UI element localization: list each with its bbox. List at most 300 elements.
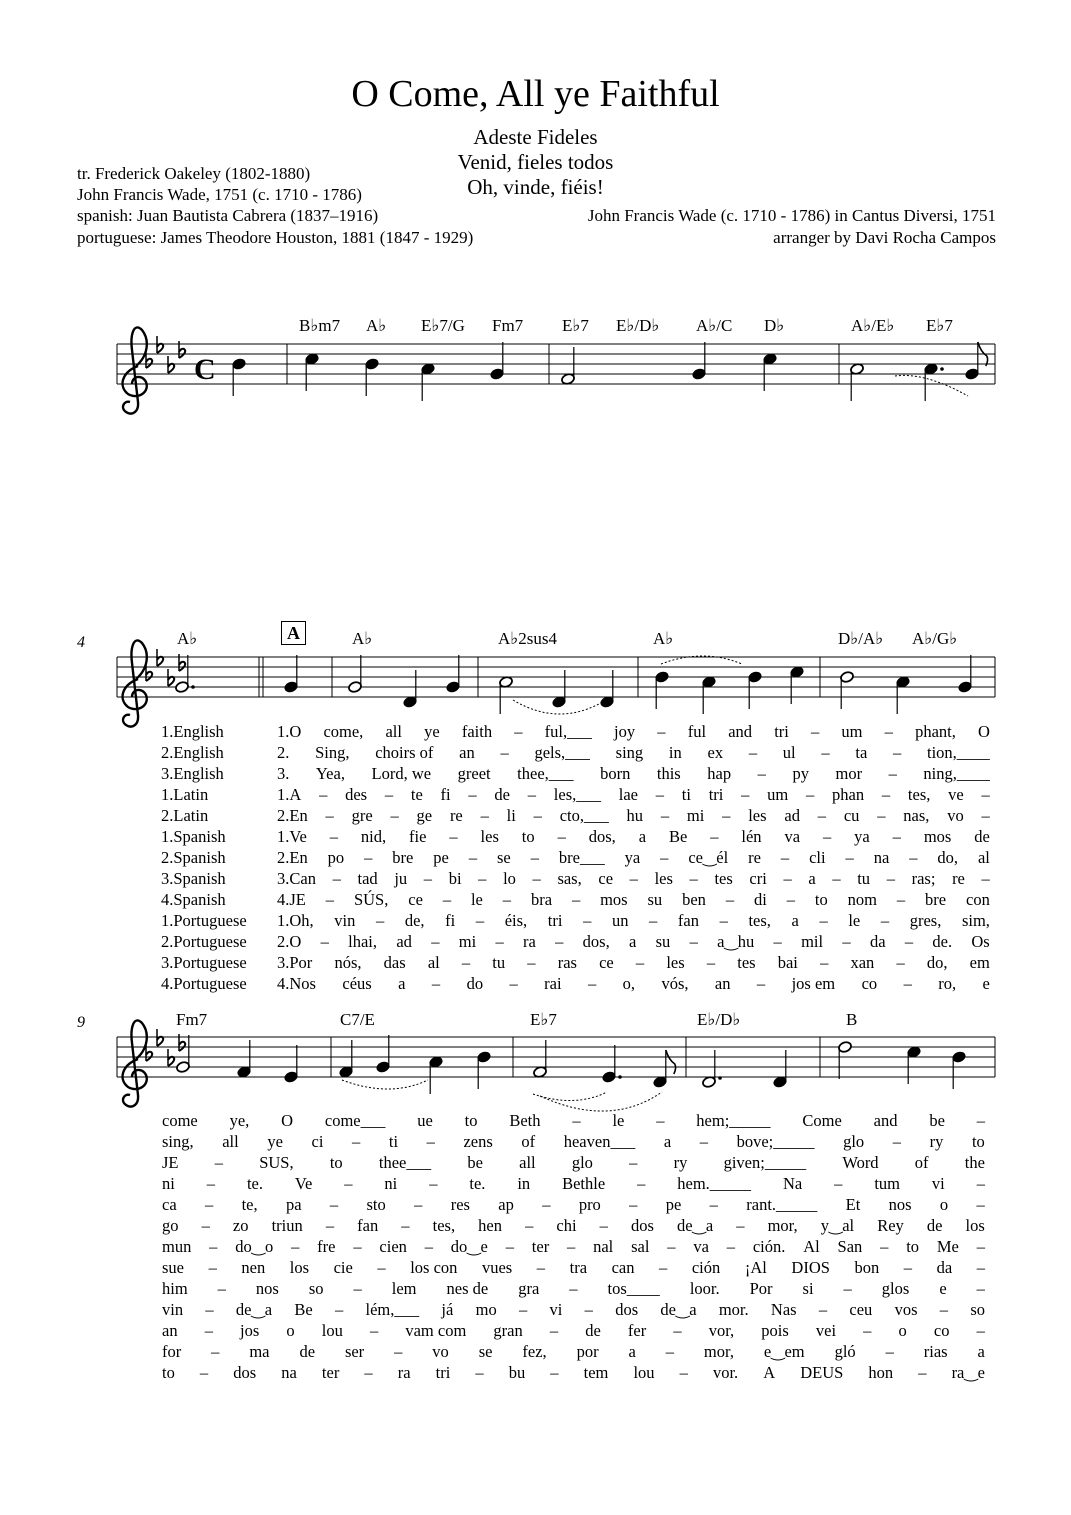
lyric-syllable: – <box>384 785 394 804</box>
lyric-syllable: – <box>475 1363 484 1382</box>
lyric-syllable: in <box>668 743 682 762</box>
lyric-syllable: an <box>459 743 475 762</box>
lyric-syllable: Sing, <box>315 743 350 762</box>
lyric-line <box>162 1300 985 1320</box>
lyric-syllable: na <box>281 1363 297 1382</box>
lyric-syllable: ul <box>782 743 796 762</box>
lyric-syllable: – <box>431 932 440 951</box>
lyric-syllable: 1.Ve <box>277 827 307 846</box>
lyric-syllable: em <box>969 953 990 972</box>
lyric-syllable: – <box>205 1300 214 1319</box>
note-head <box>838 1041 853 1054</box>
lyric-syllable: les <box>666 953 685 972</box>
lyric-syllable: SÚS, <box>353 890 389 909</box>
lyric-syllable: nal <box>593 1237 614 1256</box>
note-head <box>850 363 865 376</box>
lyric-syllable: to <box>906 1237 920 1256</box>
lyric-syllable: ye, <box>229 1111 250 1130</box>
lyric-syllable: sing, <box>162 1132 194 1151</box>
lyric-line <box>277 827 990 847</box>
lyric-syllable: – <box>976 1237 985 1256</box>
lyric-syllable: fi <box>445 911 456 930</box>
lyric-syllable: e‿em <box>763 1342 805 1361</box>
lyric-syllable: ras; <box>911 869 936 888</box>
lyric-syllable: ry <box>673 1153 688 1172</box>
lyric-syllable: vi <box>931 1174 945 1193</box>
lyric-syllable: lae <box>618 785 638 804</box>
lyric-syllable: – <box>811 722 820 741</box>
lyric-syllable: nós, <box>334 953 362 972</box>
lyric-syllable: – <box>364 848 373 867</box>
lyric-syllable: tes, <box>907 785 931 804</box>
lyric-syllable: – <box>773 932 782 951</box>
lyric-line <box>162 1132 985 1152</box>
lyric-syllable: Yea, <box>315 764 345 783</box>
lyric-syllable: vor. <box>712 1363 739 1382</box>
lyric-syllable: zens <box>463 1132 493 1151</box>
lyric-syllable: co <box>933 1321 950 1340</box>
lyric-syllable: – <box>756 974 766 993</box>
lyric-syllable: – <box>709 1195 718 1214</box>
lyric-syllable: – <box>892 827 901 846</box>
lyric-syllable: Be <box>668 827 688 846</box>
lyric-syllable: do, <box>937 848 959 867</box>
lyric-syllable: Na <box>782 1174 803 1193</box>
lyric-syllable: mil <box>801 932 824 951</box>
verse-label: 2.Spanish <box>161 848 226 867</box>
rehearsal-mark: A <box>281 621 306 645</box>
note-head <box>339 1066 354 1079</box>
lyric-syllable: – <box>431 974 441 993</box>
lyric-syllable: an <box>162 1321 178 1340</box>
lyric-syllable: te, <box>241 1195 258 1214</box>
lyric-syllable: mor <box>835 764 863 783</box>
lyric-syllable: do‿o <box>235 1237 274 1256</box>
lyric-syllable: so <box>308 1279 324 1298</box>
lyric-syllable: vues <box>481 1258 513 1277</box>
lyric-syllable: te <box>410 785 423 804</box>
lyric-syllable: mor, <box>703 1342 734 1361</box>
lyric-syllable: dos, <box>582 932 610 951</box>
lyric-syllable: Come <box>802 1111 842 1130</box>
lyric-syllable: – <box>478 869 487 888</box>
lyric-line <box>277 974 990 994</box>
lyric-syllable: – <box>845 848 854 867</box>
lyric-syllable: a <box>791 911 799 930</box>
lyric-syllable: 2.En <box>277 806 308 825</box>
lyric-syllable: tos____ <box>607 1279 660 1298</box>
lyric-syllable: gra <box>518 1279 540 1298</box>
lyric-line <box>277 722 990 742</box>
lyric-line <box>277 953 990 973</box>
lyric-syllable: do‿e <box>450 1237 488 1256</box>
lyric-syllable: gló <box>834 1342 856 1361</box>
lyric-syllable: the <box>964 1153 985 1172</box>
lyric-syllable: be <box>467 1153 483 1172</box>
treble-clef-icon <box>123 327 147 413</box>
lyric-syllable: por <box>576 1342 599 1361</box>
lyric-syllable: – <box>881 785 891 804</box>
lyric-syllable: – <box>502 890 512 909</box>
lyric-syllable: heaven___ <box>563 1132 636 1151</box>
credit-portuguese: portuguese: James Theodore Houston, 1881 (1847 - 1929) <box>77 228 474 247</box>
lyric-syllable: – <box>903 974 912 993</box>
lyric-syllable: mor, <box>767 1216 798 1235</box>
lyric-syllable: for <box>162 1342 182 1361</box>
lyric-syllable: de <box>299 1342 316 1361</box>
lyric-syllable: – <box>329 1195 339 1214</box>
lyric-syllable: se <box>478 1342 493 1361</box>
lyric-syllable: de, <box>404 911 425 930</box>
lyric-syllable: ro, <box>938 974 957 993</box>
lyric-syllable: – <box>375 911 385 930</box>
lyric-line <box>277 848 990 868</box>
lyric-syllable: um <box>841 722 863 741</box>
lyric-syllable: xan <box>850 953 875 972</box>
lyric-syllable: ti <box>388 1132 399 1151</box>
lyric-syllable: al <box>427 953 440 972</box>
lyric-syllable: – <box>689 932 698 951</box>
lyric-syllable: 4.Nos <box>277 974 316 993</box>
lyric-syllable: – <box>390 806 399 825</box>
lyric-syllable: – <box>569 1279 578 1298</box>
lyric-syllable: – <box>509 974 518 993</box>
staff-system-2 <box>117 657 995 697</box>
lyric-syllable: triun <box>271 1216 303 1235</box>
lyric-syllable: tri <box>435 1363 451 1382</box>
lyric-syllable: nid, <box>360 827 387 846</box>
lyric-syllable: o <box>939 1195 949 1214</box>
lyric-syllable: – <box>660 806 670 825</box>
lyric-syllable: – <box>505 1237 514 1256</box>
lyric-syllable: ma <box>249 1342 270 1361</box>
lyric-syllable: – <box>976 1258 985 1277</box>
lyric-syllable: – <box>689 869 698 888</box>
lyric-syllable: lhai, <box>348 932 378 951</box>
lyric-syllable: o <box>898 1321 907 1340</box>
lyric-syllable: res <box>450 1195 470 1214</box>
lyric-syllable: – <box>208 1258 217 1277</box>
note-head <box>552 696 567 709</box>
lyric-syllable: – <box>449 827 458 846</box>
lyric-syllable: SUS, <box>259 1153 294 1172</box>
measure-number: 9 <box>77 1014 85 1031</box>
lyric-syllable: phant, <box>915 722 956 741</box>
lyric-syllable: lem <box>391 1279 417 1298</box>
note-head <box>655 671 670 684</box>
lyric-syllable: de <box>974 827 990 846</box>
lyric-syllable: de <box>585 1321 601 1340</box>
lyric-syllable: – <box>353 1279 362 1298</box>
lyric-syllable: – <box>527 953 536 972</box>
lyric-syllable: – <box>542 1195 551 1214</box>
lyric-syllable: ben <box>682 890 706 909</box>
lyric-syllable: ning,____ <box>923 764 990 783</box>
lyric-syllable: – <box>976 1195 985 1214</box>
lyric-syllable: zo <box>232 1216 249 1235</box>
lyric-syllable: mi <box>458 932 477 951</box>
lyric-syllable: ce <box>599 953 614 972</box>
lyric-syllable: de‿a <box>660 1300 697 1319</box>
note-head <box>477 1051 492 1064</box>
lyric-syllable: 3. <box>277 764 290 783</box>
lyric-syllable: 2.O <box>277 932 302 951</box>
lyric-syllable: – <box>886 869 895 888</box>
lyric-syllable: loor. <box>689 1279 720 1298</box>
lyric-syllable: – <box>599 1216 608 1235</box>
lyric-syllable: co <box>861 974 878 993</box>
lyric-syllable: – <box>480 806 489 825</box>
lyric-syllable: – <box>806 785 815 804</box>
verse-label: 4.Spanish <box>161 890 226 909</box>
lyric-syllable: – <box>572 1111 581 1130</box>
lyric-syllable: po <box>327 848 345 867</box>
lyric-syllable: – <box>655 785 665 804</box>
lyric-syllable: and <box>873 1111 898 1130</box>
note-head <box>653 1076 668 1089</box>
chord-symbol: E♭7 <box>530 1010 557 1029</box>
lyric-syllable: phan <box>832 785 865 804</box>
lyric-syllable: – <box>822 827 832 846</box>
lyric-syllable: sing <box>615 743 644 762</box>
lyric-syllable: – <box>532 869 541 888</box>
augmentation-dot <box>718 1076 722 1080</box>
lyric-syllable: su <box>647 890 663 909</box>
lyric-syllable: 2. <box>277 743 290 762</box>
note-head <box>907 1046 922 1059</box>
lyric-syllable: – <box>500 743 509 762</box>
lyric-syllable: ras <box>557 953 577 972</box>
lyric-syllable: cli <box>809 848 826 867</box>
lyric-syllable: – <box>843 1279 852 1298</box>
lyric-syllable: – <box>710 827 719 846</box>
lyric-syllable: to <box>162 1363 175 1382</box>
lyric-syllable: tu <box>492 953 506 972</box>
chord-symbol: A♭ <box>653 629 674 648</box>
lyric-syllable: – <box>736 1216 745 1235</box>
lyric-syllable: vós, <box>661 974 689 993</box>
lyric-syllable: cien <box>379 1237 407 1256</box>
lyric-syllable: a <box>398 974 406 993</box>
lyric-line <box>277 911 990 931</box>
lyric-syllable: him <box>162 1279 188 1298</box>
lyric-syllable: ra <box>397 1363 411 1382</box>
lyric-syllable: – <box>475 911 485 930</box>
lyric-syllable: vam com <box>405 1321 467 1340</box>
lyric-syllable: vei <box>815 1321 837 1340</box>
lyric-syllable: glo <box>843 1132 865 1151</box>
lyric-syllable: – <box>757 764 766 783</box>
lyric-syllable: sim, <box>961 911 990 930</box>
lyric-syllable: a <box>663 1132 672 1151</box>
lyric-syllable: gels,___ <box>534 743 590 762</box>
lyric-syllable: – <box>423 869 433 888</box>
lyric-syllable: pe <box>665 1195 682 1214</box>
subtitle-spanish: Venid, fieles todos <box>457 150 614 174</box>
lyric-syllable: – <box>884 722 893 741</box>
note-head <box>421 363 436 376</box>
note-head <box>499 676 514 689</box>
note-head <box>790 666 805 679</box>
lyric-syllable: bre <box>925 890 947 909</box>
note-head <box>365 358 380 371</box>
lyric-syllable: con <box>966 890 990 909</box>
lyric-syllable: gran <box>493 1321 523 1340</box>
staff-system-1 <box>117 344 995 384</box>
lyric-syllable: – <box>495 932 504 951</box>
lyric-syllable: 2.En <box>277 848 308 867</box>
lyric-syllable: go <box>162 1216 179 1235</box>
chord-symbol: A♭/G♭ <box>912 629 958 648</box>
augmentation-dot <box>618 1075 622 1079</box>
lyric-syllable: – <box>819 911 828 930</box>
lyric-syllable: an <box>714 974 731 993</box>
lyric-syllable: a <box>808 869 816 888</box>
lyric-syllable: das <box>383 953 406 972</box>
lyric-syllable: bra <box>530 890 553 909</box>
lyric-syllable: – <box>468 848 478 867</box>
lyric-syllable: – <box>741 785 750 804</box>
lyric-syllable: rant._____ <box>746 1195 818 1214</box>
lyric-syllable: o <box>286 1321 295 1340</box>
lyric-line <box>277 806 990 826</box>
lyric-syllable: – <box>783 869 792 888</box>
lyric-syllable: ry <box>929 1132 944 1151</box>
lyric-line <box>162 1111 985 1131</box>
lyric-syllable: 1.Oh, <box>277 911 314 930</box>
lyric-syllable: – <box>699 1132 708 1151</box>
verse-label: 1.Latin <box>161 785 209 804</box>
chord-symbol: E♭/D♭ <box>616 316 660 335</box>
augmentation-dot <box>940 367 944 371</box>
lyric-syllable: pro <box>578 1195 601 1214</box>
lyric-syllable: a‿hu <box>717 932 755 951</box>
chord-symbol: A♭ <box>366 316 387 335</box>
lyric-syllable: 3.Can <box>277 869 316 888</box>
lyric-syllable: – <box>976 1321 985 1340</box>
verse-label: 3.Spanish <box>161 869 226 888</box>
lyric-syllable: já <box>441 1300 454 1319</box>
lyric-syllable: sue <box>162 1258 184 1277</box>
credit-spanish: spanish: Juan Bautista Cabrera (1837–1916) <box>77 206 379 225</box>
lyric-syllable: Os <box>971 932 990 951</box>
lyric-syllable: – <box>352 1132 361 1151</box>
lyric-syllable: – <box>377 1258 386 1277</box>
lyric-syllable: les <box>480 827 499 846</box>
lyric-syllable: nos <box>255 1279 279 1298</box>
lyric-syllable: – <box>637 1174 646 1193</box>
chord-symbol: E♭7/G <box>421 316 465 335</box>
lyric-syllable: – <box>726 1237 736 1256</box>
lyric-syllable: ap <box>498 1195 514 1214</box>
lyric-syllable: los con <box>410 1258 458 1277</box>
lyric-syllable: hem._____ <box>677 1174 752 1193</box>
lyric-syllable: tes, <box>748 911 771 930</box>
lyric-syllable: pa <box>285 1195 302 1214</box>
lyric-syllable: 3.Por <box>277 953 313 972</box>
lyric-syllable: ter <box>321 1363 340 1382</box>
lyric-syllable: – <box>583 911 592 930</box>
lyric-syllable: vor, <box>708 1321 735 1340</box>
lyric-syllable: – <box>209 1237 218 1256</box>
lyric-syllable: e <box>982 974 990 993</box>
lyric-syllable: tad <box>357 869 378 888</box>
lyric-syllable: ción <box>691 1258 721 1277</box>
lyric-syllable: dos <box>630 1216 654 1235</box>
lyric-syllable: vi <box>549 1300 563 1319</box>
lyric-syllable: – <box>629 1153 638 1172</box>
lyric-syllable: Be <box>294 1300 313 1319</box>
lyric-syllable: hem;_____ <box>696 1111 771 1130</box>
lyric-syllable: 4.JE <box>277 890 306 909</box>
note-flag <box>666 1050 676 1074</box>
lyric-syllable: – <box>320 932 329 951</box>
note-head <box>305 353 320 366</box>
lyric-syllable: to <box>521 827 535 846</box>
treble-clef-icon <box>123 640 147 726</box>
lyric-syllable: céus <box>342 974 372 993</box>
lyric-syllable: tri <box>547 911 563 930</box>
lyric-syllable: – <box>571 890 581 909</box>
lyric-line <box>162 1174 985 1194</box>
lyric-syllable: bai <box>777 953 798 972</box>
lyric-syllable: greet <box>457 764 491 783</box>
lyric-syllable: – <box>206 1174 216 1193</box>
lyric-syllable: nen <box>241 1258 266 1277</box>
lyric-syllable: re <box>748 848 761 867</box>
lyric-syllable: come <box>162 1111 198 1130</box>
lyric-syllable: – <box>394 1342 403 1361</box>
lyric-syllable: ge <box>416 806 433 825</box>
lyric-syllable: – <box>426 1132 435 1151</box>
lyric-syllable: ful <box>687 722 707 741</box>
lyric-syllable: – <box>319 785 328 804</box>
lyric-syllable: ya <box>854 827 870 846</box>
lyric-syllable: glo <box>571 1153 593 1172</box>
lyric-syllable: – <box>892 1132 902 1151</box>
lyric-syllable: los <box>289 1258 310 1277</box>
lyric-syllable: vo <box>947 806 964 825</box>
note-head <box>403 696 418 709</box>
verse-label: 4.Portuguese <box>161 974 247 993</box>
verse-label: 1.Portuguese <box>161 911 247 930</box>
lyric-syllable: sto <box>366 1195 386 1214</box>
verse-label: 1.English <box>161 722 224 741</box>
lyric-syllable: and <box>728 722 753 741</box>
lyric-syllable: ye <box>424 722 440 741</box>
lyric-syllable: un <box>611 911 629 930</box>
lyric-syllable: ue <box>417 1111 433 1130</box>
lyric-syllable: – <box>981 869 990 888</box>
lyric-syllable: – <box>369 1321 379 1340</box>
note-head <box>965 368 980 381</box>
lyric-syllable: bon <box>854 1258 880 1277</box>
chord-symbol: A♭/C <box>696 316 733 335</box>
lyric-syllable: mor. <box>718 1300 749 1319</box>
note-head <box>692 368 707 381</box>
lyric-syllable: ser <box>344 1342 365 1361</box>
lyric-syllable: tes <box>737 953 756 972</box>
lyric-syllable: ce <box>598 869 614 888</box>
lyric-syllable: de‿a <box>235 1300 273 1319</box>
lyric-syllable: Et <box>845 1195 861 1214</box>
lyric-syllable: ni <box>162 1174 175 1193</box>
lyric-syllable: to <box>329 1153 343 1172</box>
augmentation-dot <box>191 685 195 689</box>
note-head <box>561 373 576 386</box>
lyric-syllable: les <box>654 869 673 888</box>
page-title: O Come, All ye Faithful <box>351 73 720 115</box>
